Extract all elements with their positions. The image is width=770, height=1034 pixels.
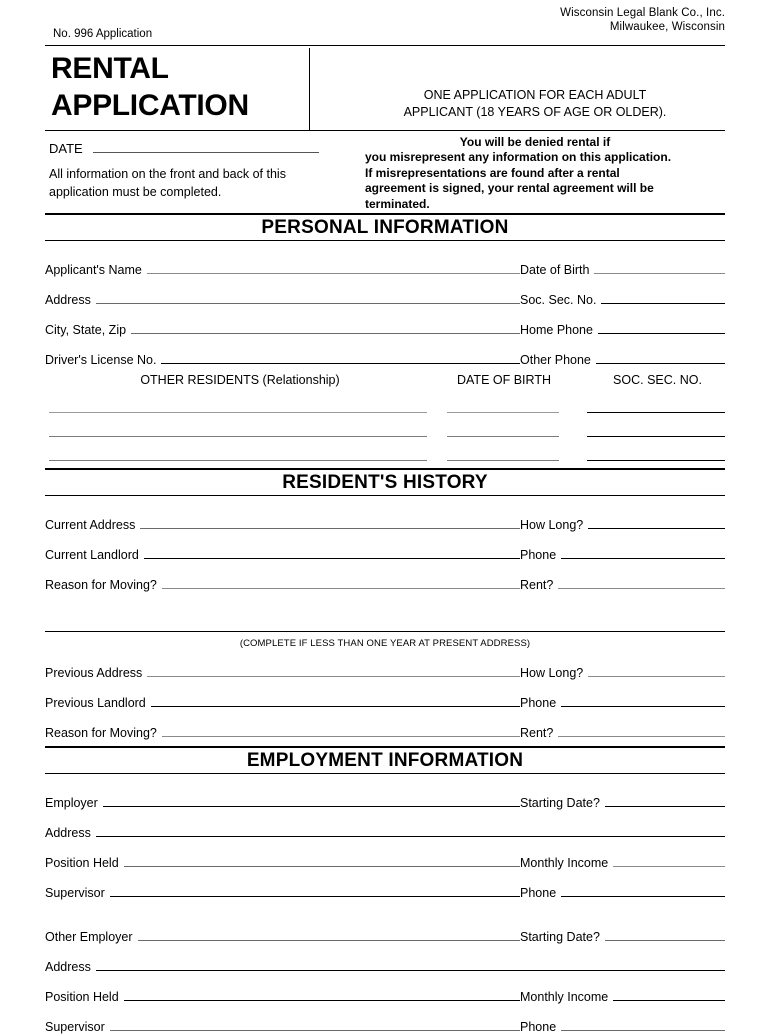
- other-residents-col1-header: OTHER RESIDENTS (Relationship): [140, 373, 340, 387]
- other-employer-address-field: [45, 957, 725, 974]
- section-header-personal: [45, 215, 725, 240]
- other-position-held-field: [45, 987, 520, 1004]
- notice-band: [45, 131, 725, 213]
- other-employer-field: [45, 927, 520, 944]
- field-row-other-employer-address: [45, 944, 725, 974]
- other-employer-input[interactable]: [138, 927, 520, 941]
- section-title-employment: EMPLOYMENT INFORMATION: [246, 750, 524, 771]
- page-title: [51, 50, 249, 124]
- previous-address-field: [45, 663, 520, 680]
- other-residents-headers: [45, 373, 725, 395]
- current-how-long-field: [520, 515, 725, 532]
- current-rent-label: Rent?: [520, 578, 554, 592]
- field-row-other-employer: [45, 914, 725, 944]
- employer-field: [45, 793, 520, 810]
- section-header-history: [45, 470, 725, 495]
- home-phone-input[interactable]: [598, 320, 725, 334]
- field-row-city-state-zip: [45, 307, 725, 337]
- completion-note: [49, 165, 334, 201]
- previous-landlord-label: Previous Landlord: [45, 696, 146, 710]
- previous-how-long-label: How Long?: [520, 666, 584, 680]
- drivers-license-field: [45, 350, 520, 367]
- other-residents-col3-header: SOC. SEC. NO.: [613, 373, 702, 387]
- previous-reason-for-moving-label: Reason for Moving?: [45, 726, 157, 740]
- other-residents-table: [45, 373, 725, 468]
- current-landlord-field: [45, 545, 520, 562]
- current-landlord-phone-label: Phone: [520, 548, 557, 562]
- current-how-long-input[interactable]: [588, 515, 725, 529]
- application-instruction: [345, 87, 725, 121]
- current-address-field: [45, 515, 520, 532]
- employer-input[interactable]: [103, 793, 520, 807]
- field-row-employer: [45, 780, 725, 810]
- field-row-previous-landlord: [45, 680, 725, 710]
- current-address-input[interactable]: [140, 515, 520, 529]
- city-state-zip-label: City, State, Zip: [45, 323, 127, 337]
- other-employer-starting-date-label: Starting Date?: [520, 930, 600, 944]
- date-of-birth-label: Date of Birth: [520, 263, 590, 277]
- other-phone-field: [520, 350, 725, 367]
- other-supervisor-phone-label: Phone: [520, 1020, 557, 1034]
- other-supervisor-phone-input[interactable]: [561, 1017, 725, 1031]
- warning-line2: you misrepresent any information on this application.: [365, 150, 672, 165]
- employer-starting-date-field: [520, 793, 725, 810]
- monthly-income-input[interactable]: [613, 853, 725, 867]
- supervisor-label: Supervisor: [45, 886, 105, 900]
- current-reason-for-moving-label: Reason for Moving?: [45, 578, 157, 592]
- date-of-birth-field: [520, 260, 725, 277]
- applicant-name-input[interactable]: [147, 260, 520, 274]
- other-employer-starting-date-input[interactable]: [605, 927, 725, 941]
- other-supervisor-label: Supervisor: [45, 1020, 105, 1034]
- page-title-line2: APPLICATION: [51, 89, 249, 122]
- current-how-long-label: How Long?: [520, 518, 584, 532]
- monthly-income-field: [520, 853, 725, 870]
- field-row-other-position-held: [45, 974, 725, 1004]
- date-input[interactable]: [93, 139, 319, 153]
- previous-address-note: (COMPLETE IF LESS THAN ONE YEAR AT PRESENT ADDRESS): [239, 638, 531, 649]
- field-row-address: [45, 277, 725, 307]
- position-held-label: Position Held: [45, 856, 119, 870]
- applicant-name-field: [45, 260, 520, 277]
- supervisor-phone-field: [520, 883, 725, 900]
- other-supervisor-phone-field: [520, 1017, 725, 1034]
- other-phone-input[interactable]: [596, 350, 725, 364]
- application-instruction-line1: ONE APPLICATION FOR EACH ADULT: [423, 88, 647, 102]
- field-row-current-address: [45, 502, 725, 532]
- current-landlord-label: Current Landlord: [45, 548, 139, 562]
- other-position-held-label: Position Held: [45, 990, 119, 1004]
- field-row-current-reason-for-moving: [45, 562, 725, 592]
- soc-sec-no-label: Soc. Sec. No.: [520, 293, 597, 307]
- address-input[interactable]: [96, 290, 520, 304]
- field-row-supervisor: [45, 870, 725, 900]
- other-employer-address-label: Address: [45, 960, 91, 974]
- supervisor-input[interactable]: [110, 883, 520, 897]
- table-row: [45, 395, 725, 419]
- current-rent-input[interactable]: [558, 575, 725, 589]
- address-field: [45, 290, 520, 307]
- publisher-imprint: [560, 6, 725, 34]
- application-instruction-line2: APPLICANT (18 YEARS OF AGE OR OLDER).: [403, 105, 667, 119]
- current-rent-field: [520, 575, 725, 592]
- field-row-employer-address: [45, 810, 725, 840]
- other-monthly-income-field: [520, 987, 725, 1004]
- masthead-divider: [45, 45, 725, 46]
- other-resident-name-input-1[interactable]: [49, 412, 427, 413]
- previous-landlord-phone-input[interactable]: [561, 693, 725, 707]
- previous-how-long-input[interactable]: [588, 663, 725, 677]
- city-state-zip-field: [45, 320, 520, 337]
- warning-line4: agreement is signed, your rental agreement will be: [365, 181, 654, 196]
- applicant-name-label: Applicant's Name: [45, 263, 142, 277]
- previous-how-long-field: [520, 663, 725, 680]
- drivers-license-label: Driver's License No.: [45, 353, 157, 367]
- other-resident-dob-input-2[interactable]: [447, 436, 559, 437]
- field-row-applicant-name: [45, 247, 725, 277]
- other-residents-col2-header: DATE OF BIRTH: [457, 373, 551, 387]
- current-reason-for-moving-field: [45, 575, 520, 592]
- publisher-name: Wisconsin Legal Blank Co., Inc.: [560, 7, 725, 19]
- publisher-city: Milwaukee, Wisconsin: [609, 21, 725, 33]
- warning-line1: You will be denied rental if: [459, 135, 611, 149]
- other-resident-dob-input-3[interactable]: [447, 460, 559, 461]
- title-band: [45, 48, 725, 131]
- current-landlord-phone-field: [520, 545, 725, 562]
- previous-rent-input[interactable]: [558, 723, 725, 737]
- field-row-previous-reason-for-moving: [45, 710, 725, 740]
- previous-reason-for-moving-field: [45, 723, 520, 740]
- date-field-row: [49, 139, 319, 156]
- other-supervisor-field: [45, 1017, 520, 1034]
- section-header-employment: [45, 748, 725, 773]
- other-resident-name-input-2[interactable]: [49, 436, 427, 437]
- warning-line3: If misrepresentations are found after a rental: [365, 165, 620, 180]
- employer-address-input[interactable]: [96, 823, 725, 837]
- date-of-birth-input[interactable]: [594, 260, 725, 274]
- current-address-label: Current Address: [45, 518, 136, 532]
- field-row-drivers-license: [45, 337, 725, 367]
- employer-starting-date-label: Starting Date?: [520, 796, 600, 810]
- city-state-zip-input[interactable]: [131, 320, 520, 334]
- current-landlord-phone-input[interactable]: [561, 545, 725, 559]
- other-resident-dob-input-1[interactable]: [447, 412, 559, 413]
- previous-landlord-phone-field: [520, 693, 725, 710]
- history-continuation-row: [45, 606, 725, 632]
- previous-address-input[interactable]: [147, 663, 520, 677]
- history-continuation-input[interactable]: [45, 618, 725, 632]
- previous-rent-field: [520, 723, 725, 740]
- table-row: [45, 419, 725, 443]
- other-resident-ssn-input-1[interactable]: [587, 412, 725, 413]
- current-landlord-input[interactable]: [144, 545, 520, 559]
- soc-sec-no-field: [520, 290, 725, 307]
- masthead: [45, 0, 725, 48]
- completion-note-line1: All information on the front and back of this: [49, 167, 286, 181]
- monthly-income-label: Monthly Income: [520, 856, 609, 870]
- soc-sec-no-input[interactable]: [601, 290, 725, 304]
- field-row-current-landlord: [45, 532, 725, 562]
- home-phone-field: [520, 320, 725, 337]
- address-label: Address: [45, 293, 91, 307]
- other-monthly-income-input[interactable]: [613, 987, 725, 1001]
- employer-label: Employer: [45, 796, 98, 810]
- previous-landlord-field: [45, 693, 520, 710]
- warning-line5: terminated.: [365, 196, 430, 211]
- previous-landlord-input[interactable]: [151, 693, 520, 707]
- employer-address-field: [45, 823, 725, 840]
- other-employer-address-input[interactable]: [96, 957, 725, 971]
- other-employer-starting-date-field: [520, 927, 725, 944]
- field-row-previous-address: [45, 650, 725, 680]
- previous-address-label: Previous Address: [45, 666, 143, 680]
- form-number: No. 996 Application: [53, 28, 153, 40]
- other-phone-label: Other Phone: [520, 353, 591, 367]
- other-supervisor-input[interactable]: [110, 1017, 520, 1031]
- supervisor-field: [45, 883, 520, 900]
- section-title-personal: PERSONAL INFORMATION: [261, 217, 509, 238]
- home-phone-label: Home Phone: [520, 323, 593, 337]
- other-resident-name-input-3[interactable]: [49, 460, 427, 461]
- completion-note-line2: application must be completed.: [49, 185, 222, 199]
- other-employer-label: Other Employer: [45, 930, 133, 944]
- employer-starting-date-input[interactable]: [605, 793, 725, 807]
- supervisor-phone-input[interactable]: [561, 883, 725, 897]
- drivers-license-input[interactable]: [161, 350, 520, 364]
- position-held-input[interactable]: [124, 853, 520, 867]
- date-label: DATE: [49, 141, 83, 156]
- field-row-position-held: [45, 840, 725, 870]
- previous-rent-label: Rent?: [520, 726, 554, 740]
- other-resident-ssn-input-3[interactable]: [587, 460, 725, 461]
- current-reason-for-moving-input[interactable]: [162, 575, 520, 589]
- employer-address-label: Address: [45, 826, 91, 840]
- section-title-history: RESIDENT'S HISTORY: [282, 472, 488, 493]
- table-row: [45, 443, 725, 467]
- other-monthly-income-label: Monthly Income: [520, 990, 609, 1004]
- other-resident-ssn-input-2[interactable]: [587, 436, 725, 437]
- supervisor-phone-label: Phone: [520, 886, 557, 900]
- field-row-other-supervisor: [45, 1004, 725, 1034]
- page-title-line1: RENTAL: [51, 52, 169, 85]
- previous-reason-for-moving-input[interactable]: [162, 723, 520, 737]
- previous-landlord-phone-label: Phone: [520, 696, 557, 710]
- position-held-field: [45, 853, 520, 870]
- other-position-held-input[interactable]: [124, 987, 520, 1001]
- misrepresentation-warning: [365, 135, 705, 212]
- title-vertical-divider: [309, 48, 310, 131]
